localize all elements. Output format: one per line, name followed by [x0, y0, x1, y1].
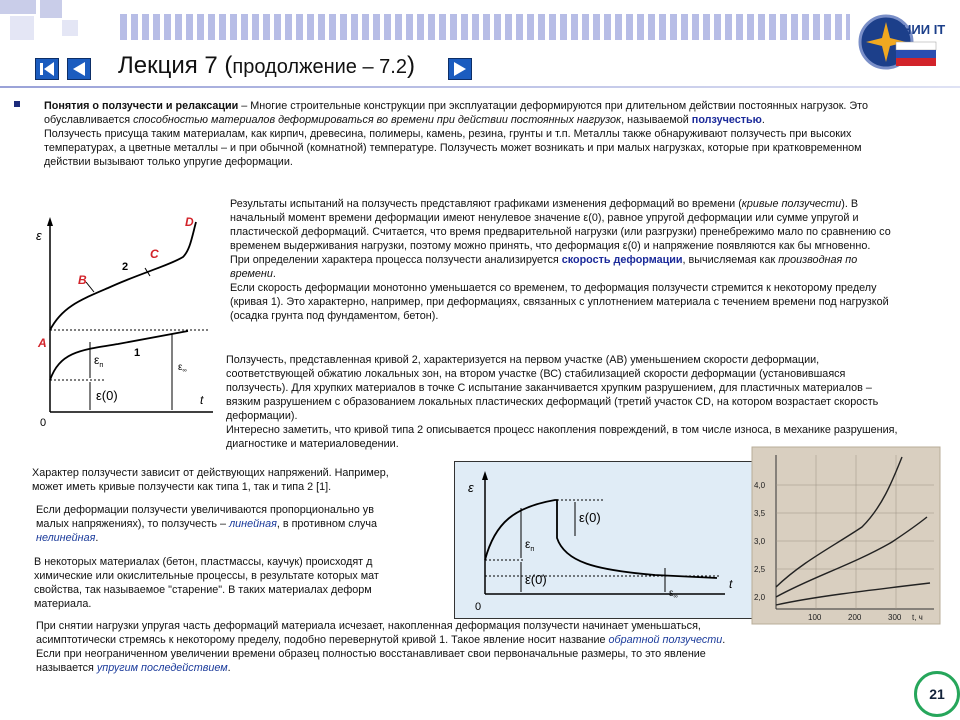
right-text: , вычисляемая как [682, 254, 779, 266]
right-paragraph-2 [230, 253, 906, 281]
page-number-badge [914, 671, 960, 717]
curve-2 [50, 222, 196, 330]
photo-y-tick: 3,5 [754, 509, 766, 518]
origin-label: 0 [40, 417, 47, 429]
right-text: При определении характера процесса ползучести анализируется [230, 254, 562, 266]
right-text: . [272, 268, 276, 280]
skip-back-icon [36, 59, 58, 79]
eps-p-label: $\varepsilon_п$ [94, 353, 104, 369]
bottom-text: В некоторых материалах (бетон, пластмассы, каучук) происходят д [34, 556, 373, 568]
point-a-label: A [38, 336, 47, 350]
bottom-text: Характер ползучести зависит от действующих напряжений. Например, [32, 467, 389, 479]
title-main: Лекция 7 ( [118, 52, 233, 79]
bottom-text: . [227, 662, 231, 674]
eps-0-top-label: ε(0) [579, 510, 601, 525]
photo-y-tick: 2,0 [754, 593, 766, 602]
institute-logo [856, 12, 946, 72]
linearity-text [36, 503, 452, 545]
stress-dependence-text [32, 466, 452, 494]
logo-text: НИИ IT [902, 22, 946, 37]
point-c-label: C [150, 247, 159, 261]
right-text-block-2 [226, 353, 906, 451]
y-axis-label: ε [36, 228, 42, 243]
curve-1-label: 1 [134, 347, 141, 359]
bullet-marker [14, 101, 20, 107]
bottom-text: Если деформации ползучести увеличиваются пропорционально ув [36, 504, 374, 516]
intro-text: . [761, 114, 765, 126]
reverse-creep-curve [485, 500, 717, 578]
creep-curves-graph [28, 212, 228, 434]
corner-decoration [40, 0, 62, 18]
eps-0-label: ε(0) [96, 388, 118, 403]
term-elastic-aftereffect: упругим последействием [96, 662, 228, 674]
point-b-label: B [78, 273, 87, 287]
arrow-right-icon [449, 59, 471, 79]
photo-x-tick: t, ч [912, 613, 923, 622]
photo-x-tick: 300 [888, 613, 902, 622]
intro-block [44, 99, 900, 169]
bottom-text: свойства, так называемое "старение". В таких материалах деформ [34, 584, 372, 596]
term-reverse-creep: обратной ползучести [608, 634, 723, 646]
intro-heading: Понятия о ползучести и релаксации [44, 100, 239, 112]
term-creep-curves: кривые ползучести [741, 198, 842, 210]
bottom-text: может иметь кривые ползучести как типа 1, так и типа 2 [1]. [32, 481, 332, 493]
intro-paragraph-2: Ползучесть присуща таким материалам, как кирпич, древесина, полимеры, камень, резина, грунты и т.п. Металлы также обнаруживают ползучесть при высоких температурах, а цветные металлы – и при обычной (комнатной) температуре. Ползучесть может возникать и при малых нагрузках, которые при кратковременном действии вызывают только упругие деформации. [44, 128, 862, 168]
photo-y-tick: 4,0 [754, 481, 766, 490]
scanned-creep-chart-image [752, 447, 940, 624]
eps-p-label: $\varepsilon_п$ [525, 537, 535, 553]
photo-y-tick: 2,5 [754, 565, 766, 574]
term-creep: ползучестью [691, 114, 762, 126]
title-sub: продолжение – 7.2 [232, 56, 407, 78]
right-paragraph-4: Ползучесть, представленная кривой 2, характеризуется на первом участке (АВ) уменьшением скорости деформации, соответствующей обжатию локальных зон, на втором участке (ВС) стабилизацией скорости деформации (установившаяся ползучесть). Для хрупких материалов в точке С испытание заканчивается хрупким разрушением, для пластичных материалов – вязким разрушением с образованием локальных пластических деформаций (третий участок CD, на котором возрастает скорость деформации). [226, 354, 879, 422]
intro-text-italic: способностью материалов деформироваться во времени при действии постоянных нагрузок [133, 114, 622, 126]
point-d-label: D [185, 215, 194, 229]
title-close: ) [406, 52, 415, 79]
reverse-creep-text [36, 619, 748, 675]
curve-1 [50, 331, 188, 380]
bottom-text: . [95, 532, 99, 544]
eps-inf-label: $\varepsilon_\infty$ [669, 588, 678, 600]
corner-decoration [0, 0, 36, 14]
y-axis-label: ε [468, 480, 474, 495]
right-paragraph-5: Интересно заметить, что кривой типа 2 описывается процесс накопления повреждений, в том числе износа, в механике разрушения, диагностике и материаловедении. [226, 424, 898, 450]
intro-text: – Многие строительные конструкции при эксплуатации деформируются при длительном действии постоянных нагрузок. Это обуславливается [44, 100, 869, 126]
aging-text [34, 555, 452, 611]
corner-decoration [62, 20, 78, 36]
next-slide-button[interactable] [448, 58, 472, 80]
prev-slide-button[interactable] [67, 58, 91, 80]
header-rule [0, 86, 960, 88]
term-time-derivative: производная по времени [230, 254, 858, 280]
bottom-text: При снятии нагрузки упругая часть деформаций материала исчезает, накопленная деформация ползучести начинает уменьшаться, асимптотически стремясь к некоторому пределу, подобно перевернутой кривой 1. Такое явление носит название [36, 620, 701, 646]
bottom-paragraph-4 [36, 619, 748, 675]
bottom-text: , в противном случа [276, 518, 378, 530]
photo-y-tick: 3,0 [754, 537, 766, 546]
term-strain-rate: скорость деформации [561, 254, 683, 266]
corner-decoration [10, 16, 34, 40]
bottom-text: химические или окислительные процессы, в результате которых мат [34, 570, 379, 582]
page-number: 21 [929, 686, 945, 702]
bottom-text: . Если при неограниченном увеличении времени образец полностью восстанавливает свои первоначальные размеры, то это явление называется [36, 634, 726, 674]
intro-paragraph-1 [44, 99, 900, 127]
eps-inf-label: $\varepsilon_\infty$ [178, 362, 187, 374]
photo-x-tick: 100 [808, 613, 822, 622]
slide-title [118, 52, 415, 80]
bottom-paragraph-1 [32, 466, 452, 494]
x-axis-label: t [729, 577, 733, 591]
right-paragraph-3: Если скорость деформации монотонно уменьшается со временем, то деформация ползучести стремится к некоторому пределу (кривая 1). Это характерно, например, при деформациях, связанных с уплотнением материала с течением времени под нагрузкой (осадка грунта под фундаментом, бетон). [230, 282, 889, 322]
bottom-paragraph-2 [36, 503, 452, 545]
intro-text: , называемой [621, 114, 692, 126]
origin-label: 0 [475, 601, 482, 613]
header-stripe [120, 14, 850, 40]
x-axis-label: t [200, 393, 204, 407]
bottom-paragraph-3 [34, 555, 452, 611]
arrow-left-icon [68, 59, 90, 79]
first-slide-button[interactable] [35, 58, 59, 80]
reverse-creep-graph [454, 461, 756, 619]
eps-0-bottom-label: ε(0) [525, 572, 547, 587]
right-paragraph-1 [230, 197, 906, 253]
bottom-text: малых напряжениях), то ползучесть – [36, 518, 230, 530]
photo-x-tick: 200 [848, 613, 862, 622]
term-linear: линейная [229, 518, 277, 530]
term-nonlinear: нелинейная [36, 532, 96, 544]
bottom-text: материала. [34, 598, 92, 610]
right-text: Результаты испытаний на ползучесть представляют графиками изменения деформаций во времени ( [230, 198, 742, 210]
curve-2-label: 2 [122, 261, 129, 273]
right-text-block [230, 197, 906, 323]
right-text: ). В начальный момент времени деформации имеют ненулевое значение ε(0), равное упругой деформации или сумме упругой и пластической деформаций. Считается, что время предварительной нагрузки (или разгрузки) пренебрежимо мало по сравнению со временем выдерживания нагрузки, поэтому можно принять, что деформация ε(0) и напряжение появляются как бы мгновенно. [230, 198, 891, 252]
